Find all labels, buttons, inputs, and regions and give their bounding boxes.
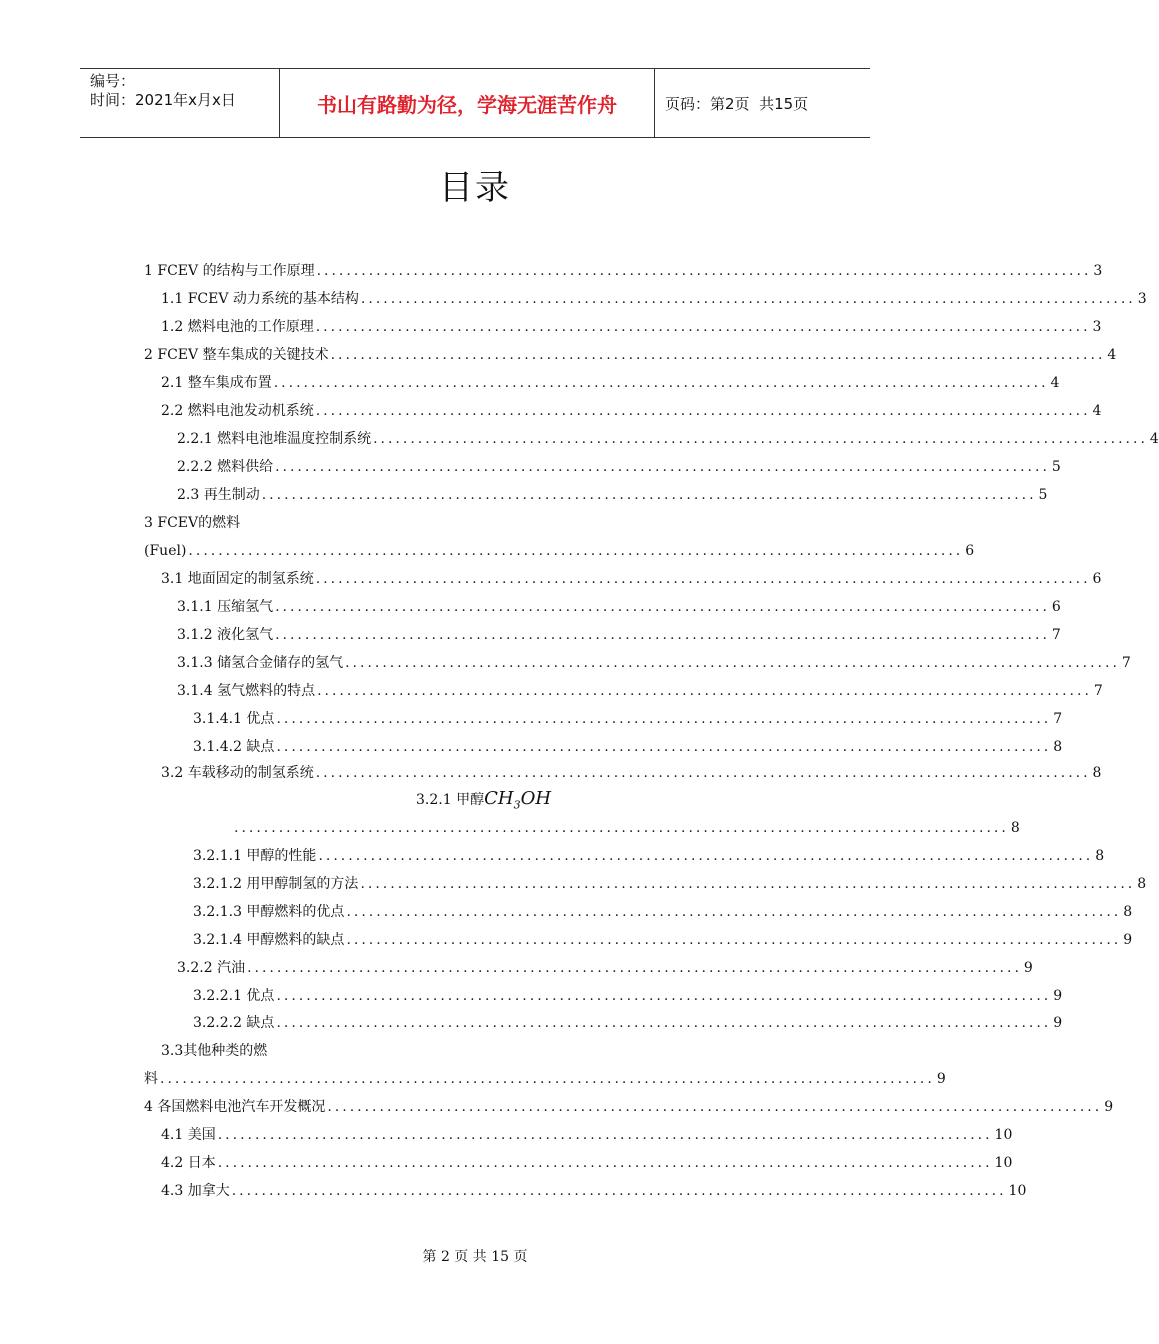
toc-entry-title: (Fuel) bbox=[144, 543, 187, 559]
toc-leader: ........................................................................................................ bbox=[318, 848, 1094, 864]
toc-entry-title: 3.1.3 储氢合金储存的氢气 bbox=[177, 655, 344, 671]
toc-leader: ........................................................................................................ bbox=[276, 988, 1052, 1004]
toc-page-number: 4 bbox=[1050, 375, 1060, 391]
toc-entry-title: 3.2.1.2 用甲醇制氢的方法 bbox=[193, 876, 359, 892]
toc-page-number: 8 bbox=[1010, 820, 1020, 836]
toc-entry[interactable] bbox=[193, 737, 1063, 757]
methanol-formula bbox=[484, 788, 552, 812]
toc-entry[interactable] bbox=[177, 958, 1033, 978]
formula-part: CH bbox=[484, 788, 514, 809]
toc-entry[interactable] bbox=[144, 541, 975, 561]
toc-entry[interactable] bbox=[193, 846, 1105, 866]
toc-page-number: 9 bbox=[1053, 1015, 1063, 1031]
toc-entry[interactable] bbox=[177, 429, 1159, 449]
toc-entry[interactable] bbox=[177, 485, 1048, 505]
toc-page-number: 4 bbox=[1092, 403, 1102, 419]
toc-entry[interactable] bbox=[161, 569, 1102, 589]
toc-entry-title: 3.1 地面固定的制氢系统 bbox=[161, 571, 314, 587]
toc-entry[interactable] bbox=[161, 317, 1102, 337]
toc-entry[interactable] bbox=[177, 457, 1061, 477]
toc-entry-title: 4.3 加拿大 bbox=[161, 1183, 230, 1199]
toc-entry[interactable] bbox=[161, 1153, 1013, 1173]
toc-entry[interactable] bbox=[193, 930, 1133, 950]
toc-entry-formula[interactable] bbox=[416, 789, 551, 816]
toc-leader: ........................................................................................................ bbox=[315, 319, 1091, 335]
toc-leader: ........................................................................................................ bbox=[275, 459, 1050, 475]
toc-entry[interactable] bbox=[144, 261, 1103, 281]
toc-leader: ........................................................................................................ bbox=[330, 347, 1106, 363]
toc-page-number: 10 bbox=[994, 1127, 1013, 1143]
toc-page-number: 8 bbox=[1095, 848, 1105, 864]
toc-entry-title: 3.1.4.2 缺点 bbox=[193, 739, 275, 755]
toc-leader: ........................................................................................................ bbox=[276, 711, 1052, 727]
toc-entry[interactable] bbox=[193, 709, 1063, 729]
toc-leader: ........................................................................................................ bbox=[276, 739, 1052, 755]
toc-page-number: 8 bbox=[1092, 765, 1102, 781]
toc-leader: ........................................................................................................ bbox=[275, 599, 1050, 615]
toc-page-number: 6 bbox=[1092, 571, 1102, 587]
toc-page-number: 6 bbox=[965, 543, 975, 559]
toc-entry[interactable] bbox=[144, 1069, 946, 1089]
toc-entry-title: 料 bbox=[144, 1071, 158, 1087]
toc-entry-title: 2.2.1 燃料电池堆温度控制系统 bbox=[177, 431, 372, 447]
toc-entry-title: 4.2 日本 bbox=[161, 1155, 216, 1171]
toc-entry-title: 3.1.4.1 优点 bbox=[193, 711, 275, 727]
toc-leader: ........................................................................................................ bbox=[217, 1127, 993, 1143]
toc-entry-title: 2.1 整车集成布置 bbox=[161, 375, 272, 391]
toc-page-number: 9 bbox=[936, 1071, 946, 1087]
toc-page-number: 7 bbox=[1093, 683, 1103, 699]
time-label: 时间：2021年x月x日 bbox=[90, 91, 236, 109]
toc-page-number: 3 bbox=[1092, 319, 1102, 335]
toc-entry[interactable] bbox=[193, 902, 1133, 922]
toc-entry[interactable] bbox=[161, 373, 1060, 393]
toc-page-number: 10 bbox=[1008, 1183, 1027, 1199]
toc-entry-title: 3.2.2.1 优点 bbox=[193, 988, 275, 1004]
toc-entry-title: 3.2.1.3 甲醇燃料的优点 bbox=[193, 904, 345, 920]
toc-leader: ........................................................................................................ bbox=[261, 487, 1037, 503]
toc-entry[interactable] bbox=[193, 986, 1063, 1006]
toc-page-number: 3 bbox=[1093, 263, 1103, 279]
toc-entry[interactable] bbox=[193, 1013, 1063, 1033]
toc-leader: ........................................................................................................ bbox=[276, 1015, 1052, 1031]
toc-page-number: 8 bbox=[1137, 876, 1147, 892]
toc-entry[interactable] bbox=[161, 289, 1147, 309]
formula-subscript: 3 bbox=[513, 798, 521, 812]
toc-leader: ........................................................................................................ bbox=[188, 543, 964, 559]
toc-entry-title: 4.1 美国 bbox=[161, 1127, 216, 1143]
toc-page-number: 7 bbox=[1121, 655, 1131, 671]
toc-page-number: 9 bbox=[1053, 988, 1063, 1004]
toc-page-number: 10 bbox=[994, 1155, 1013, 1171]
toc-leader: ........................................................................................................ bbox=[327, 1099, 1103, 1115]
toc-leader: ........................................................................................................ bbox=[273, 375, 1049, 391]
toc-leader: ........................................................................................................ bbox=[217, 1155, 993, 1171]
toc-entry[interactable] bbox=[161, 763, 1102, 783]
toc-leader: ........................................................................................................ bbox=[316, 263, 1092, 279]
toc-entry[interactable] bbox=[232, 818, 1020, 838]
toc-entry-title: 3.2 车载移动的制氢系统 bbox=[161, 765, 314, 781]
toc-entry-title: 2.2.2 燃料供给 bbox=[177, 459, 274, 475]
toc-leader: ........................................................................................................ bbox=[315, 571, 1091, 587]
toc-page-number: 7 bbox=[1051, 627, 1061, 643]
toc-page-number: 7 bbox=[1053, 711, 1063, 727]
toc-leader: ........................................................................................................ bbox=[231, 1183, 1007, 1199]
toc-leader: ........................................................................................................ bbox=[360, 291, 1136, 307]
toc-entry-title: 3.2.1.1 甲醇的性能 bbox=[193, 848, 317, 864]
toc-page-number: 8 bbox=[1123, 904, 1133, 920]
toc-page-number: 3 bbox=[1137, 291, 1147, 307]
toc-entry-title: 4 各国燃料电池汽车开发概况 bbox=[144, 1099, 326, 1115]
toc-leader: ........................................................................................................ bbox=[234, 820, 1009, 836]
toc-page-number: 9 bbox=[1104, 1099, 1114, 1115]
toc-page-number: 4 bbox=[1149, 431, 1159, 447]
page-title: 目录 bbox=[439, 168, 511, 208]
toc-page-number: 9 bbox=[1123, 932, 1133, 948]
page-label: 页码：第2页 共15页 bbox=[665, 94, 809, 113]
toc-entry[interactable] bbox=[193, 874, 1147, 894]
toc-entry-title: 3.2.2 汽油 bbox=[177, 960, 246, 976]
toc-entry[interactable] bbox=[144, 1097, 1114, 1117]
toc-page-number: 9 bbox=[1023, 960, 1033, 976]
header-motto: 书山有路勤为径，学海无涯苦作舟 bbox=[280, 69, 655, 137]
toc-entry-title: 3.1.4 氢气燃料的特点 bbox=[177, 683, 316, 699]
toc-leader: ........................................................................................................ bbox=[360, 876, 1136, 892]
toc-leader: ........................................................................................................ bbox=[346, 932, 1122, 948]
toc-entry-title: 3.2.1.4 甲醇燃料的缺点 bbox=[193, 932, 345, 948]
toc-entry[interactable] bbox=[144, 345, 1117, 365]
toc-entry[interactable] bbox=[177, 625, 1061, 645]
page-header bbox=[80, 68, 870, 138]
toc-page-number: 6 bbox=[1051, 599, 1061, 615]
toc-entry[interactable] bbox=[161, 1125, 1013, 1145]
toc-entry-title: 1 FCEV 的结构与工作原理 bbox=[144, 263, 315, 279]
page-footer: 第 2 页 共 15 页 bbox=[422, 1249, 528, 1265]
toc-leader: ........................................................................................................ bbox=[317, 683, 1092, 699]
toc-entry-title: 3.2.1 甲醇 bbox=[416, 792, 485, 808]
toc-page-number: 8 bbox=[1053, 739, 1063, 755]
toc-leader: ........................................................................................................ bbox=[373, 431, 1148, 447]
toc-entry-title[interactable]: 3 FCEV的燃料 bbox=[144, 515, 241, 531]
toc-entry-title: 1.1 FCEV 动力系统的基本结构 bbox=[161, 291, 359, 307]
toc-entry-title: 2.2 燃料电池发动机系统 bbox=[161, 403, 314, 419]
toc-leader: ........................................................................................................ bbox=[160, 1071, 935, 1087]
toc-entry-title: 3.2.2.2 缺点 bbox=[193, 1015, 275, 1031]
toc-page-number: 5 bbox=[1051, 459, 1061, 475]
toc-entry-title: 3.1.1 压缩氢气 bbox=[177, 599, 274, 615]
toc-entry[interactable] bbox=[177, 681, 1103, 701]
number-label: 编号： bbox=[90, 72, 136, 90]
toc-leader: ........................................................................................................ bbox=[345, 655, 1120, 671]
formula-part: OH bbox=[520, 788, 552, 809]
toc-entry-title: 1.2 燃料电池的工作原理 bbox=[161, 319, 314, 335]
toc-leader: ........................................................................................................ bbox=[247, 960, 1022, 976]
toc-entry[interactable] bbox=[177, 597, 1061, 617]
toc-entry[interactable] bbox=[161, 1181, 1027, 1201]
header-page-info bbox=[655, 69, 870, 137]
toc-leader: ........................................................................................................ bbox=[346, 904, 1122, 920]
toc-entry-title: 2.3 再生制动 bbox=[177, 487, 260, 503]
toc-entry-title[interactable]: 3.3其他种类的燃 bbox=[161, 1043, 268, 1059]
toc-leader: ........................................................................................................ bbox=[275, 627, 1050, 643]
toc-page-number: 5 bbox=[1038, 487, 1048, 503]
toc-entry-title: 3.1.2 液化氢气 bbox=[177, 627, 274, 643]
header-meta bbox=[80, 69, 280, 137]
toc-leader: ........................................................................................................ bbox=[315, 403, 1091, 419]
toc-page-number: 4 bbox=[1107, 347, 1117, 363]
toc-leader: ........................................................................................................ bbox=[315, 765, 1091, 781]
toc-entry-title: 2 FCEV 整车集成的关键技术 bbox=[144, 347, 329, 363]
toc-entry[interactable] bbox=[161, 401, 1102, 421]
toc-entry[interactable] bbox=[177, 653, 1131, 673]
